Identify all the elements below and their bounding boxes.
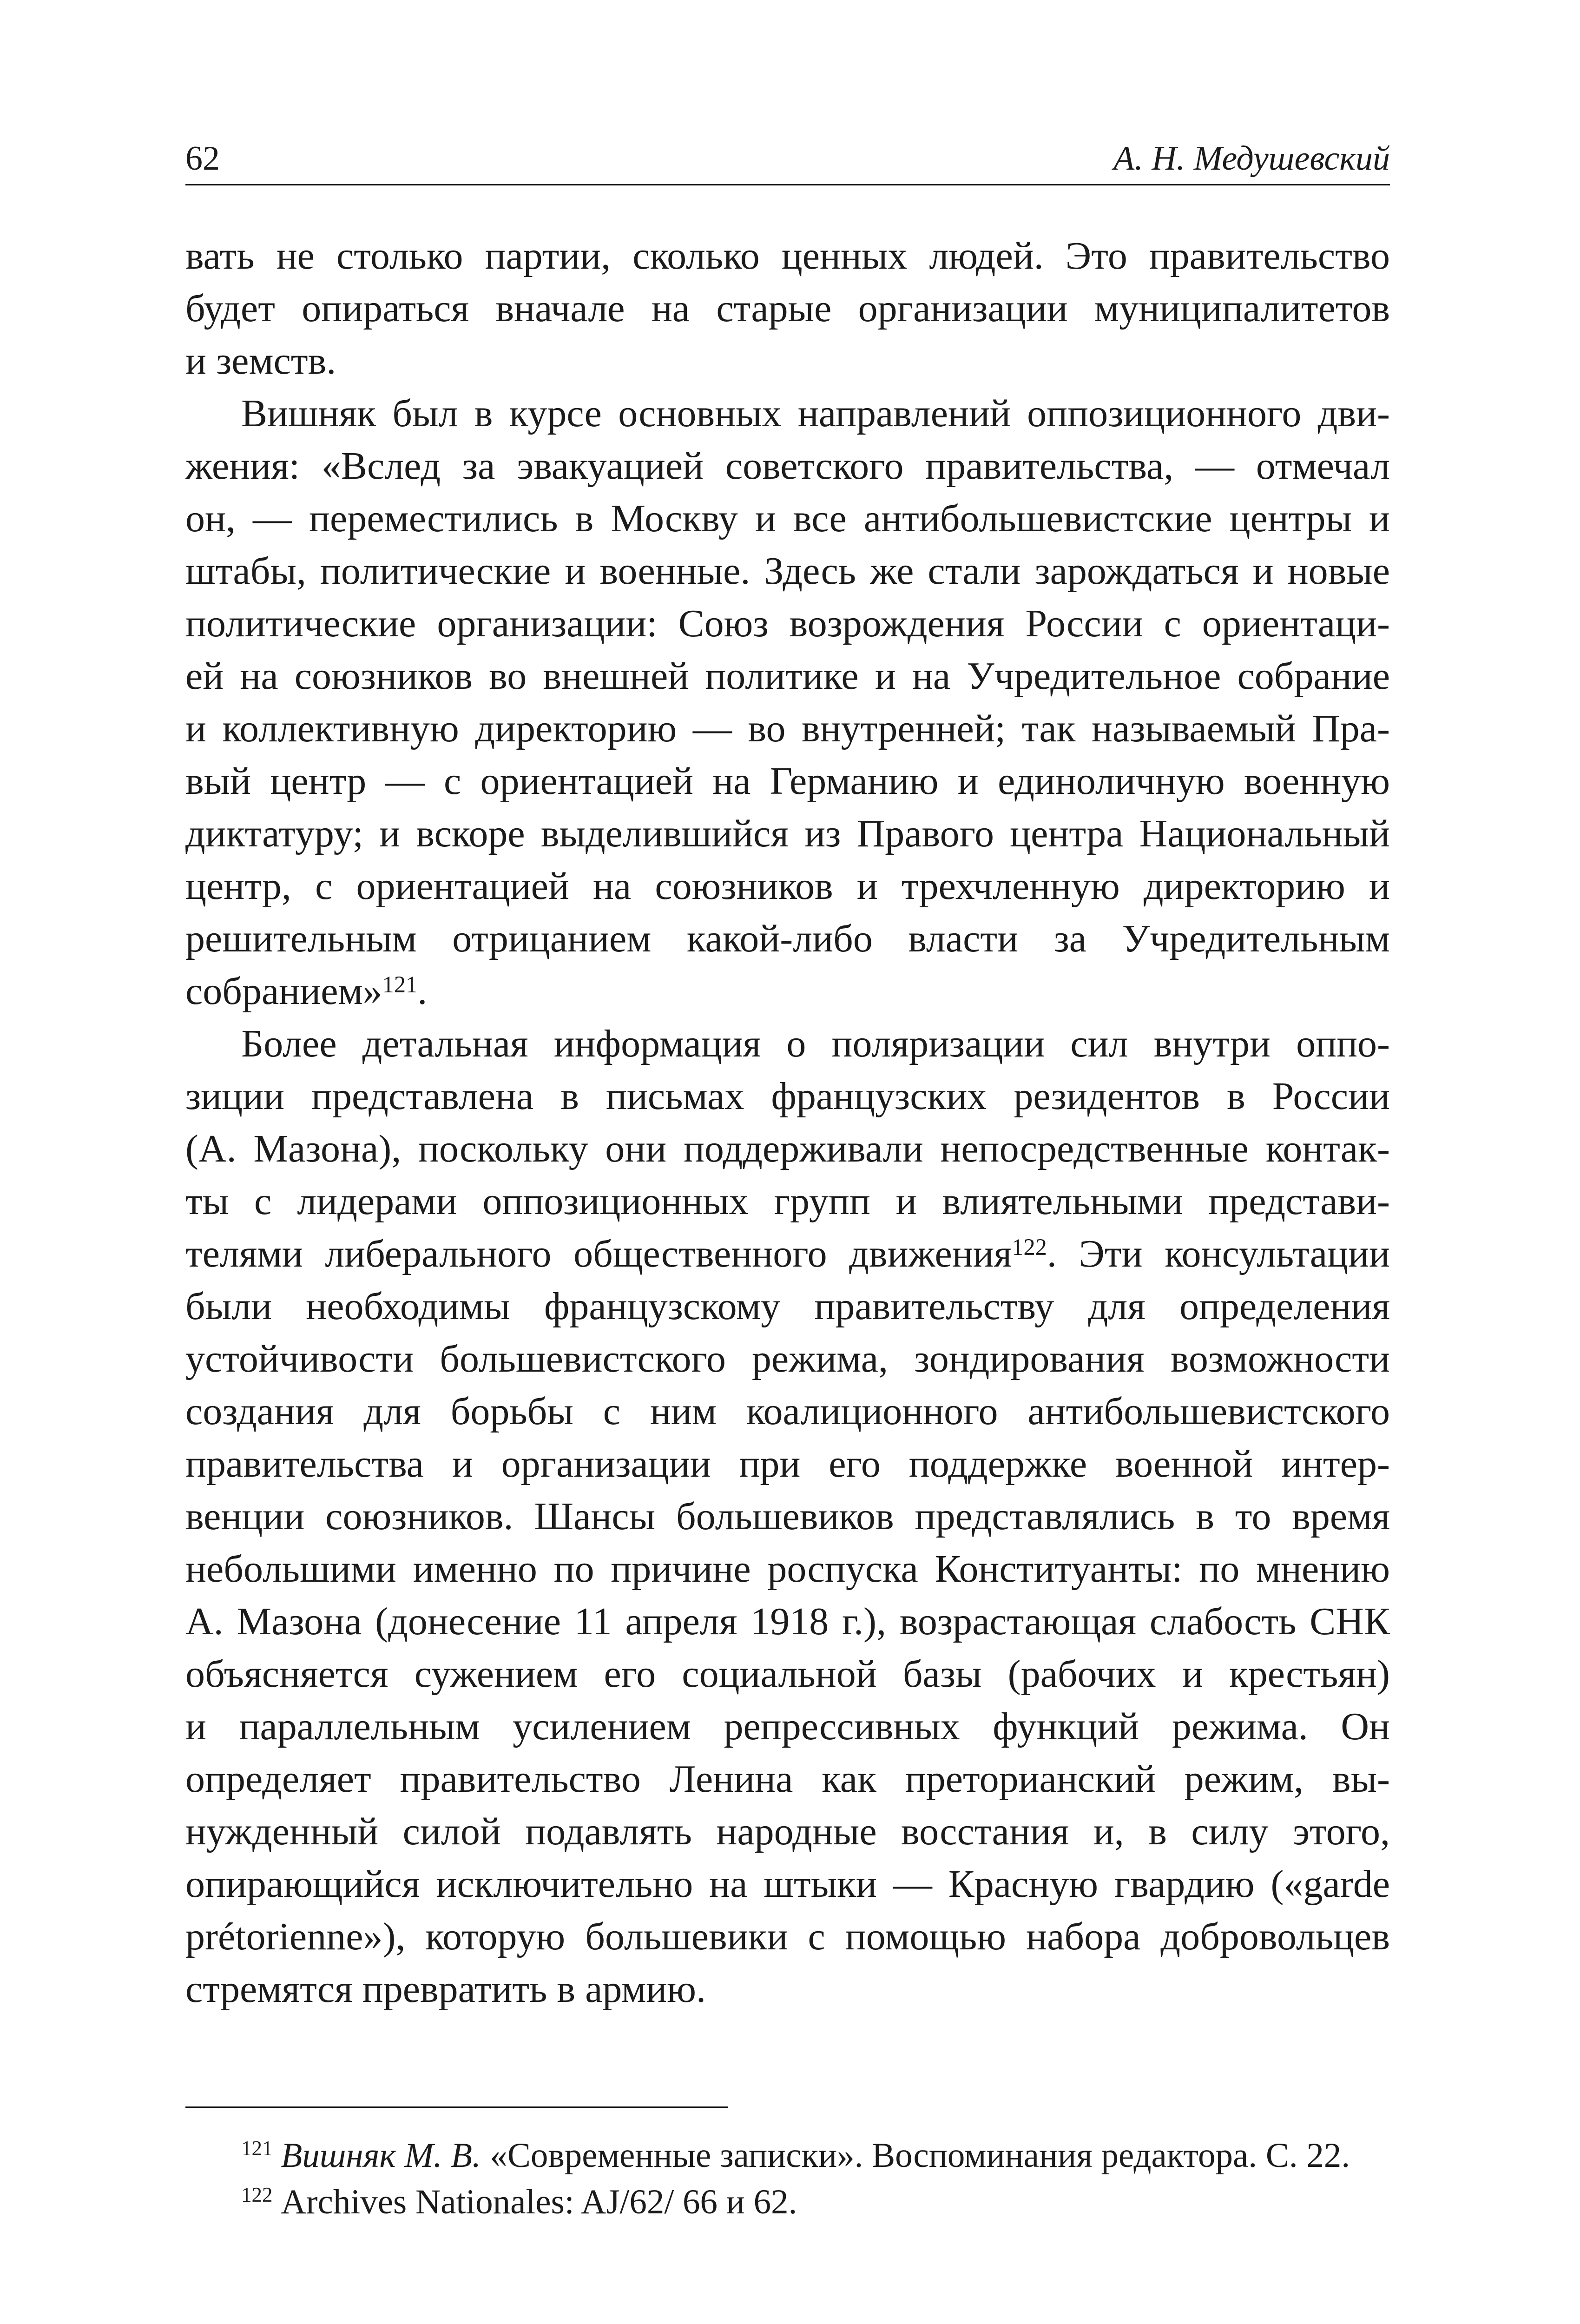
footnote-text: Archives Nationales: AJ/62/ 66 и 62. [281, 2183, 797, 2221]
text-line: и параллельным усилением репрессивных функций режима. Он [185, 1705, 1390, 1748]
footnote-number: 122 [241, 2183, 273, 2207]
page-number: 62 [185, 139, 220, 178]
text-line: и земств. [185, 339, 336, 383]
paragraph [185, 230, 1390, 387]
text-line: центр, с ориентацией на союзников и трехчленную директорию и [185, 865, 1390, 908]
text-line: будет опираться вначале на старые организации муниципалитетов [185, 287, 1390, 330]
text-line: диктатуру; и вскоре выделившийся из Правого центра Национальный [185, 812, 1390, 855]
text-line: определяет правительство Ленина как преторианский режим, вы- [185, 1757, 1390, 1801]
text-line: были необходимы французскому правительству для определения [185, 1285, 1390, 1328]
text-line: жения: «Вслед за эвакуацией советского правительства, — отмечал [185, 444, 1390, 488]
footnote-author: Вишняк М. В. [281, 2136, 481, 2175]
text-line: prétorienne»), которую большевики с помощью набора добровольцев [185, 1915, 1390, 1958]
footnote-ref: 122 [1012, 1234, 1047, 1260]
text-line: вать не столько партии, сколько ценных людей. Это правительство [185, 234, 1390, 277]
text-segment: телями либерального общественного движения [185, 1232, 1012, 1275]
text-line: Более детальная информация о поляризации сил внутри оппо- [241, 1022, 1390, 1065]
body-text [185, 230, 1390, 2015]
text-line [185, 1228, 1390, 1280]
text-line: объясняется сужением его социальной базы (рабочих и крестьян) [185, 1652, 1390, 1696]
text-segment: собранием» [185, 970, 382, 1013]
footnote-ref: 121 [382, 971, 418, 997]
text-line: создания для борьбы с ним коалиционного антибольшевистского [185, 1390, 1390, 1433]
header-rule [185, 184, 1390, 185]
text-line: стремятся превратить в армию. [185, 1967, 706, 2011]
text-line: правительства и организации при его поддержке военной интер- [185, 1442, 1390, 1486]
footnotes [185, 2133, 1390, 2225]
text-line: и коллективную директорию — во внутренней; так называемый Пра- [185, 707, 1390, 750]
text-line: штабы, политические и военные. Здесь же стали зарождаться и новые [185, 549, 1390, 593]
text-line: решительным отрицанием какой-либо власти за Учредительным [185, 917, 1390, 960]
text-line: опирающийся исключительно на штыки — Красную гвардию («garde [185, 1862, 1390, 1906]
text-line: зиции представлена в письмах французских резидентов в России [185, 1075, 1390, 1118]
text-line: он, — переместились в Москву и все антибольшевистские центры и [185, 497, 1390, 540]
text-line [185, 965, 1390, 1017]
footnote [185, 2133, 1390, 2179]
text-line: Вишняк был в курсе основных направлений оппозиционного дви- [241, 392, 1390, 435]
text-line: А. Мазона (донесение 11 апреля 1918 г.), возрастающая слабость СНК [185, 1600, 1390, 1643]
text-line: устойчивости большевистского режима, зондирования возможности [185, 1337, 1390, 1380]
running-title: А. Н. Медушевский [1113, 139, 1390, 178]
footnote-rule [185, 2106, 728, 2108]
text-line: ты с лидерами оппозиционных групп и влиятельными представи- [185, 1180, 1390, 1223]
running-header [185, 138, 1390, 179]
footnote [185, 2179, 1390, 2225]
paragraph [185, 1017, 1390, 2015]
text-line: (А. Мазона), поскольку они поддерживали непосредственные контак- [185, 1127, 1390, 1170]
footnote-number: 121 [241, 2137, 273, 2160]
paragraph [185, 387, 1390, 1017]
text-line: нужденный силой подавлять народные восстания и, в силу этого, [185, 1810, 1390, 1853]
text-segment: . Эти консультации [1047, 1232, 1390, 1275]
text-line: небольшими именно по причине роспуска Конституанты: по мнению [185, 1547, 1390, 1591]
text-line: политические организации: Союз возрождения России с ориентаци- [185, 602, 1390, 645]
text-segment: . [417, 970, 428, 1013]
text-line: ей на союзников во внешней политике и на Учредительное собрание [185, 654, 1390, 698]
text-line: вый центр — с ориентацией на Германию и единоличную военную [185, 759, 1390, 803]
footnote-text: «Современные записки». Воспоминания редактора. С. 22. [490, 2136, 1350, 2175]
text-line: венции союзников. Шансы большевиков представлялись в то время [185, 1495, 1390, 1538]
